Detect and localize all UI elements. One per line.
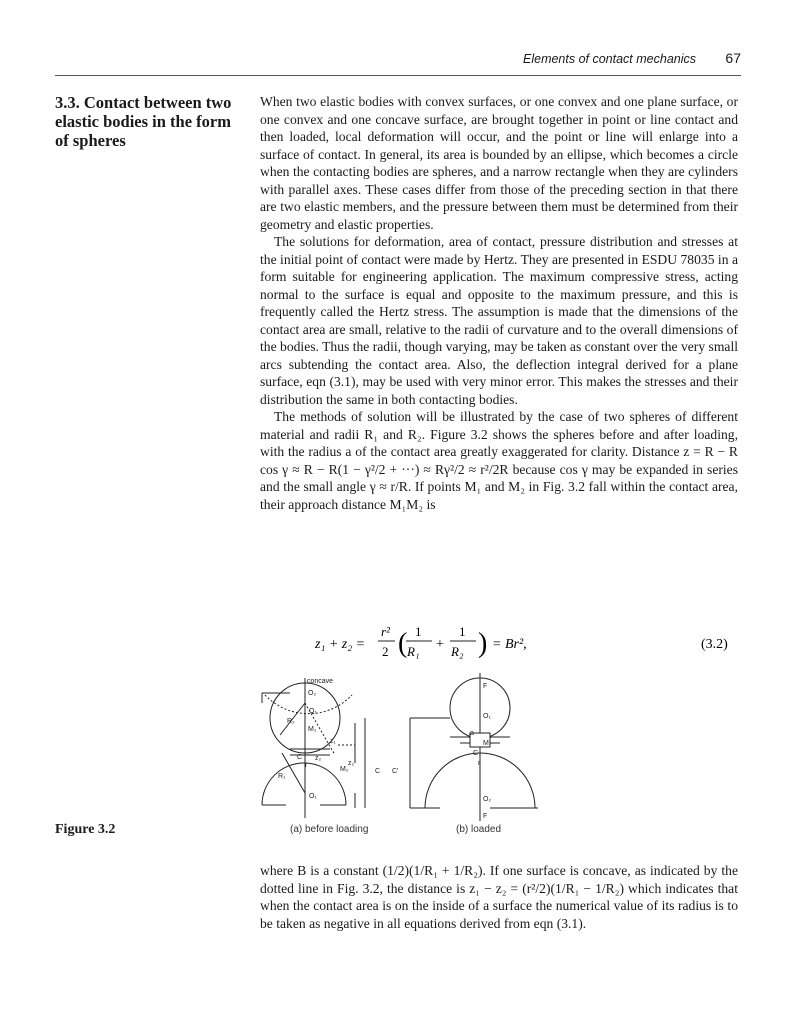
section-heading: 3.3. Contact between two elastic bodies in the form of spheres	[55, 93, 232, 150]
header-rule	[55, 75, 741, 76]
paragraph-text: where B is a constant (1/2)(1/R₁ + 1/R₂). If one surface is concave, as indicated by the dotted line in Fig. 3.2, the distance is z₁ − z₂ = (r²/2)(1/R₁ − 1/R₂) which indicates that when the contact area is on the inside of a surface the numerical value of its radius is to be taken as negative in all equations derived from eqn (3.1).	[260, 863, 738, 931]
running-title: Elements of contact mechanics	[523, 52, 696, 66]
eq-r2den: R₂	[451, 644, 464, 659]
eq-number: (3.2)	[701, 637, 728, 652]
eq-rhs: = Br²,	[492, 637, 527, 652]
caption-b: (b) loaded	[456, 824, 502, 835]
eq-lhs: z₁ + z₂ =	[315, 637, 366, 652]
label-z2: z₂	[315, 755, 322, 762]
label-m: M	[483, 740, 489, 747]
eq-one-b: 1	[459, 624, 466, 639]
label-r1: R₁	[278, 773, 286, 780]
label-m2: M₂	[340, 766, 349, 773]
eq-paren-right: )	[478, 628, 488, 659]
paragraph-text: When two elastic bodies with convex surfaces, or one convex and one plane surface, or one convex and one concave surface, are brought together in point or line contact and then loaded, local deformation will occur, and the point or line will enlarge into a surface of contact. In general, its area is bounded by an ellipse, which becomes a circle when the contacting bodies are spheres, and a narrow rectangle when they are cylinders with parallel axes. These cases differ from those of the preceding section in that there are two elastic members, and the pressure between them must be determined from their geometry and elastic properties.	[260, 94, 738, 232]
lower-sphere-a	[262, 763, 346, 805]
eq-r2: r²	[381, 624, 390, 639]
eq-r1: R₁	[407, 644, 420, 659]
caption-a: (a) before loading	[290, 824, 369, 835]
equation-svg	[260, 614, 738, 670]
figure-3-2	[260, 673, 550, 838]
label-c-b: C	[473, 750, 479, 757]
label-o2-b: O₂	[483, 796, 492, 803]
label-o1-b: O₁	[483, 713, 491, 720]
eq-plus: +	[436, 637, 444, 652]
label-z2-right: z₂	[348, 760, 355, 767]
label-r: r	[305, 762, 308, 769]
label-m1: M₁	[308, 726, 317, 733]
label-c-mid: C	[375, 768, 381, 775]
label-o1: O₁	[309, 708, 317, 715]
figure-svg	[260, 673, 550, 823]
label-f-top: F	[483, 683, 488, 690]
label-c-prime: C'	[392, 768, 399, 775]
eq-paren-left: (	[398, 628, 408, 659]
label-z1: z₁	[330, 738, 336, 745]
paragraph-final	[260, 862, 738, 932]
label-f-bottom: F	[483, 813, 488, 820]
eq-one-a: 1	[415, 624, 422, 639]
figure-label: Figure 3.2	[55, 822, 116, 837]
page-number: 67	[725, 50, 741, 66]
label-r-b: r	[478, 760, 481, 767]
label-concave: concave	[307, 678, 334, 685]
page-header	[0, 52, 796, 72]
paragraph-text: The methods of solution will be illustrated by the case of two spheres of different material and radii R₁ and R₂. Figure 3.2 shows the spheres before and after loading, with the radius a of the contact area greatly exaggerated for clarity. Distance z = R − R cos γ ≈ R − R(1 − γ²/2 + ···) ≈ Rγ²/2 ≈ r²/2R because cos γ may be expanded in series and the small angle γ ≈ r/R. If points M₁ and M₂ in Fig. 3.2 fall within the contact area, their approach distance M₁M₂ is	[260, 409, 738, 512]
label-o2: O₂	[308, 690, 317, 697]
eq-two: 2	[382, 644, 389, 659]
label-r2: R₂	[287, 718, 295, 725]
paragraph-1	[260, 93, 738, 513]
label-a: a	[470, 730, 474, 737]
equation-3-2	[260, 614, 738, 670]
paragraph-text: The solutions for deformation, area of contact, pressure distribution and stresses at the initial point of contact were made by Hertz. They are presented in ESDU 78035 in a form suitable for engineering application. The maximum compressive stress, acting normal to the surface is equal and opposite to the maximum pressure, and this is frequently called the Hertz stress. The assumption is made that the dimensions of the contact area are small, relative to the radii of curvature and to the overall dimensions of the bodies. Thus the radii, though varying, may be taken as constant over the very small arcs subtending the contact area. Also, the deflection integral derived for a plane surface, eqn (3.1), may be used with very minor error. This makes the stresses and their distribution the same in both contacting bodies.	[260, 234, 738, 407]
label-o1-lower: O₁	[309, 793, 317, 800]
label-c: C	[297, 754, 303, 761]
